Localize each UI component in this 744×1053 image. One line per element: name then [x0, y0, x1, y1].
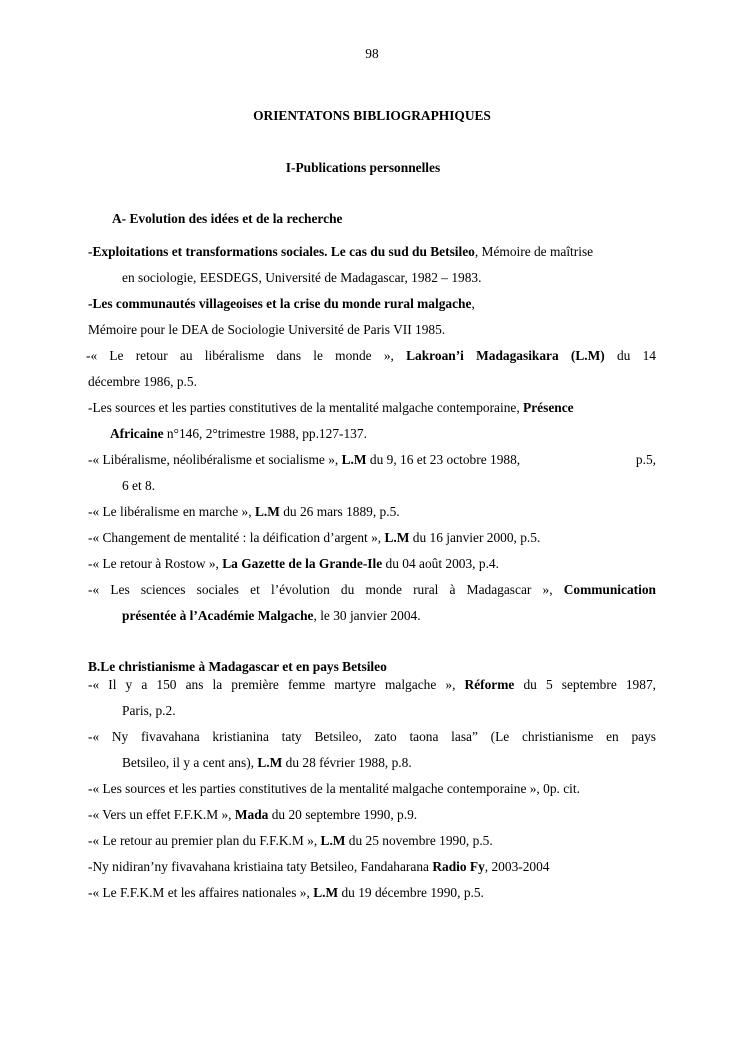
bib-entry-a1-cont: en sociologie, EESDEGS, Université de Madagascar, 1982 – 1983.	[122, 270, 482, 285]
bib-entry-a1: -Exploitations et transformations sociales. Le cas du sud du Betsileo, Mémoire de maîtrise	[88, 244, 594, 259]
bib-entry-a4-cont: Africaine n°146, 2°trimestre 1988, pp.127-137.	[110, 426, 367, 441]
bib-entry-b7: -« Le F.F.K.M et les affaires nationales », L.M du 19 décembre 1990, p.5.	[88, 885, 484, 900]
bib-entry-b1: -« Il y a 150 ans la première femme martyre malgache », Réforme du 5 septembre 1987,	[88, 677, 656, 692]
bib-entry-a9: -« Les sciences sociales et l’évolution du monde rural à Madagascar », Communication	[88, 582, 656, 597]
bib-entry-a3-cont: décembre 1986, p.5.	[88, 374, 197, 389]
part-title: I-Publications personnelles	[285, 160, 441, 175]
bib-entry-a5-pages: p.5,	[635, 452, 656, 467]
section-b-heading: B.Le christianisme à Madagascar et en pays Betsileo	[88, 659, 387, 674]
page-number: 98	[365, 46, 379, 61]
bib-entry-b5: -« Le retour au premier plan du F.F.K.M », L.M du 25 novembre 1990, p.5.	[88, 833, 493, 848]
section-a-heading: A- Evolution des idées et de la recherche	[112, 211, 343, 226]
bib-entry-a9-cont: présentée à l’Académie Malgache, le 30 janvier 2004.	[122, 608, 421, 623]
bib-entry-a3: -« Le retour au libéralisme dans le monde », Lakroan’i Madagasikara (L.M) du 14	[86, 348, 656, 363]
bib-entry-a6: -« Le libéralisme en marche », L.M du 26 mars 1889, p.5.	[88, 504, 400, 519]
page-title: ORIENTATONS BIBLIOGRAPHIQUES	[253, 108, 491, 123]
bib-entry-b6: -Ny nidiran’ny fivavahana kristiaina taty Betsileo, Fandaharana Radio Fy, 2003-2004	[88, 859, 550, 874]
bib-entry-a5: -« Libéralisme, néolibéralisme et socialisme », L.M du 9, 16 et 23 octobre 1988,	[88, 452, 521, 467]
bib-entry-a2-cont: Mémoire pour le DEA de Sociologie Université de Paris VII 1985.	[88, 322, 446, 337]
bib-entry-a2: -Les communautés villageoises et la crise du monde rural malgache,	[88, 296, 475, 311]
bib-entry-a4: -Les sources et les parties constitutives de la mentalité malgache contemporaine, Présence	[88, 400, 574, 415]
bib-entry-a7: -« Changement de mentalité : la déification d’argent », L.M du 16 janvier 2000, p.5.	[88, 530, 541, 545]
bib-entry-b3: -« Les sources et les parties constitutives de la mentalité malgache contemporaine », 0p. cit.	[88, 781, 580, 796]
bib-entry-b2: -« Ny fivavahana kristianina taty Betsileo, zato taona lasa” (Le christianisme en pays	[88, 729, 656, 744]
bib-entry-a8: -« Le retour à Rostow », La Gazette de la Grande-Ile du 04 août 2003, p.4.	[88, 556, 499, 571]
bib-entry-b2-cont: Betsileo, il y a cent ans), L.M du 28 février 1988, p.8.	[122, 755, 412, 770]
bib-entry-a5-cont: 6 et 8.	[122, 478, 156, 493]
bib-entry-b4: -« Vers un effet F.F.K.M », Mada du 20 septembre 1990, p.9.	[88, 807, 418, 822]
bib-entry-b1-cont: Paris, p.2.	[122, 703, 176, 718]
